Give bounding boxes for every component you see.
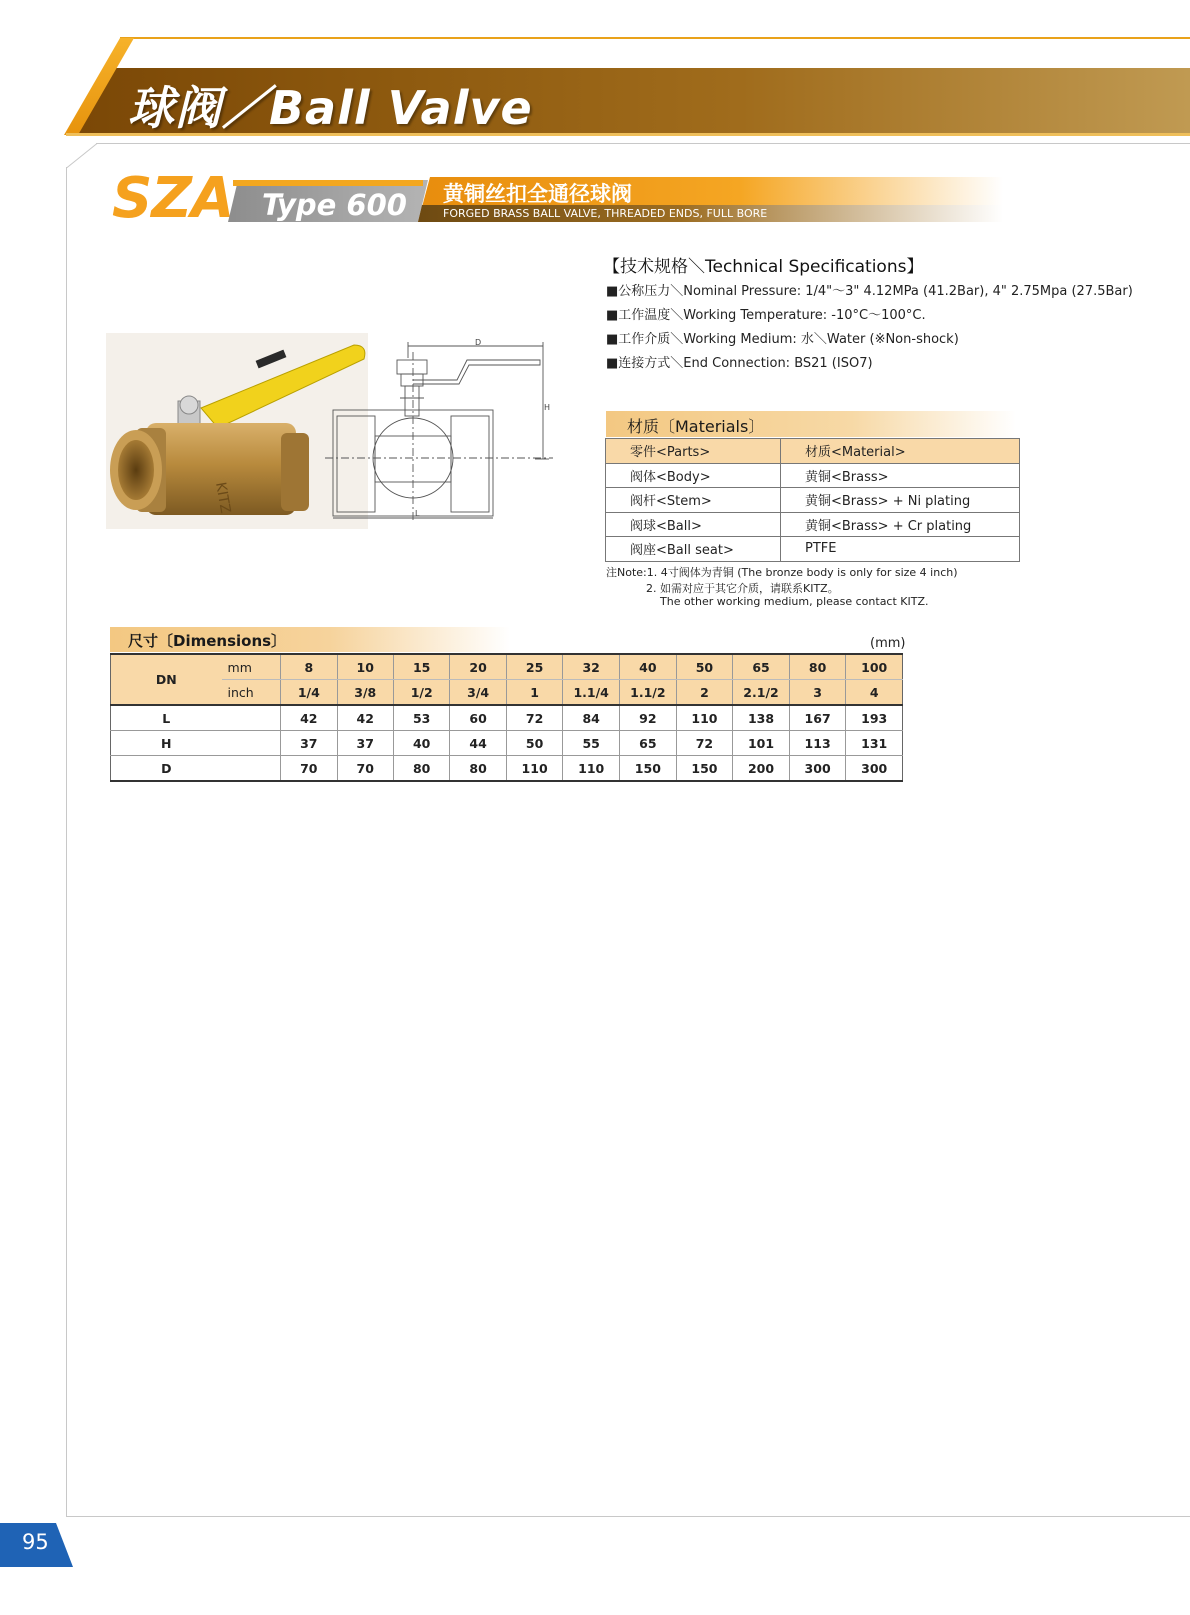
dim-cell: 3: [789, 680, 846, 706]
materials-row: [606, 512, 1020, 537]
type-stripe: [233, 180, 423, 186]
materials-note-3: The other working medium, please contact KITZ.: [660, 595, 929, 608]
dim-cell: 2.1/2: [733, 680, 790, 706]
dim-cell: 110: [506, 756, 563, 782]
spec-medium: ■工作介质＼Working Medium: 水＼Water (※Non-shock): [606, 332, 959, 347]
materials-header-parts: 零件<Parts>: [606, 439, 781, 464]
frame-bottom: [66, 1516, 1190, 1517]
drawing-label-h: H: [544, 403, 551, 412]
dim-cell: 50: [676, 654, 733, 680]
materials-material: 黄铜<Brass>: [781, 463, 1020, 488]
materials-note-1: 注Note:1. 4寸阀体为青铜 (The bronze body is only for size 4 inch): [606, 566, 958, 579]
dim-cell: 1.1/4: [563, 680, 620, 706]
dim-row-label: L: [111, 705, 222, 731]
dim-cell: 44: [450, 731, 506, 756]
dim-unit-empty: [222, 705, 281, 731]
dim-row-inch: [111, 680, 903, 706]
dim-cell: 100: [846, 654, 903, 680]
dim-cell: 10: [337, 654, 393, 680]
materials-material: PTFE: [781, 537, 1020, 562]
dim-cell: 72: [506, 705, 563, 731]
dim-cell: 70: [337, 756, 393, 782]
svg-text:KITZ: KITZ: [212, 480, 234, 515]
materials-material: 黄铜<Brass> + Ni plating: [781, 488, 1020, 513]
dim-cell: 193: [846, 705, 903, 731]
dim-row-d: [111, 756, 903, 782]
dim-cell: 53: [393, 705, 449, 731]
dim-cell: 1.1/2: [620, 680, 677, 706]
dim-cell: 1/2: [393, 680, 449, 706]
materials-table: [605, 438, 1020, 562]
drawing-label-d: D: [475, 338, 482, 347]
dim-cell: 200: [733, 756, 790, 782]
dim-cell: 80: [393, 756, 449, 782]
dim-cell: 84: [563, 705, 620, 731]
dim-cell: 3/4: [450, 680, 506, 706]
dim-row-mm: [111, 654, 903, 680]
dim-unit-empty: [222, 756, 281, 782]
product-name-cn: 黄铜丝扣全通径球阀: [443, 182, 632, 206]
model-code: SZA: [112, 166, 234, 231]
materials-material: 黄铜<Brass> + Cr plating: [781, 512, 1020, 537]
dim-cell: 138: [733, 705, 790, 731]
materials-part: 阀球<Ball>: [606, 512, 781, 537]
dim-cell: 300: [789, 756, 846, 782]
materials-part: 阀体<Body>: [606, 463, 781, 488]
dim-dn-label: DN: [111, 654, 222, 705]
dim-cell: 131: [846, 731, 903, 756]
materials-header-row: [606, 439, 1020, 464]
frame-left: [66, 167, 67, 1517]
spec-connection: ■连接方式＼End Connection: BS21 (ISO7): [606, 356, 873, 371]
dim-row-l: [111, 705, 903, 731]
dimensions-unit: (mm): [870, 636, 906, 651]
dim-cell: 37: [337, 731, 393, 756]
dim-cell: 20: [450, 654, 506, 680]
dim-row-label: H: [111, 731, 222, 756]
spec-temperature: ■工作温度＼Working Temperature: -10°C～100°C.: [606, 308, 926, 323]
dim-cell: 72: [676, 731, 733, 756]
dim-cell: 92: [620, 705, 677, 731]
dim-cell: 300: [846, 756, 903, 782]
dim-mm-label: mm: [222, 654, 281, 680]
dim-cell: 3/8: [337, 680, 393, 706]
technical-drawing: [325, 338, 555, 523]
product-name-en: FORGED BRASS BALL VALVE, THREADED ENDS, FULL BORE: [443, 207, 768, 220]
materials-header-material: 材质<Material>: [781, 439, 1020, 464]
dim-cell: 32: [563, 654, 620, 680]
dim-cell: 40: [393, 731, 449, 756]
dim-cell: 37: [281, 731, 337, 756]
dim-cell: 80: [450, 756, 506, 782]
dim-cell: 101: [733, 731, 790, 756]
dim-cell: 8: [281, 654, 337, 680]
dim-cell: 167: [789, 705, 846, 731]
materials-note-2: 2. 如需对应于其它介质，请联系KITZ。: [646, 582, 839, 595]
materials-row: [606, 537, 1020, 562]
materials-title: 材质〔Materials〕: [627, 417, 765, 436]
dim-unit-empty: [222, 731, 281, 756]
materials-part: 阀座<Ball seat>: [606, 537, 781, 562]
spec-heading: 【技术规格＼Technical Specifications】: [603, 257, 924, 277]
dim-cell: 70: [281, 756, 337, 782]
dim-cell: 15: [393, 654, 449, 680]
dimensions-title: 尺寸〔Dimensions〕: [128, 632, 287, 650]
dim-cell: 60: [450, 705, 506, 731]
dim-cell: 4: [846, 680, 903, 706]
dim-cell: 80: [789, 654, 846, 680]
dim-cell: 25: [506, 654, 563, 680]
dim-cell: 110: [563, 756, 620, 782]
dim-cell: 1/4: [281, 680, 337, 706]
dim-cell: 50: [506, 731, 563, 756]
materials-row: [606, 488, 1020, 513]
frame-corner: [66, 143, 98, 169]
dim-cell: 42: [337, 705, 393, 731]
drawing-label-l: L: [415, 509, 420, 518]
dim-cell: 65: [733, 654, 790, 680]
dim-cell: 2: [676, 680, 733, 706]
spec-pressure: ■公称压力＼Nominal Pressure: 1/4"～3" 4.12MPa (41.2Bar), 4" 2.75Mpa (27.5Bar): [606, 284, 1133, 299]
materials-row: [606, 463, 1020, 488]
page-title: 球阀／Ball Valve: [128, 81, 533, 135]
dim-cell: 150: [620, 756, 677, 782]
dim-cell: 55: [563, 731, 620, 756]
dim-cell: 40: [620, 654, 677, 680]
model-type: Type 600: [262, 188, 407, 222]
dim-cell: 65: [620, 731, 677, 756]
dim-cell: 110: [676, 705, 733, 731]
dim-row-label: D: [161, 760, 172, 776]
dim-cell: 150: [676, 756, 733, 782]
dim-cell: 42: [281, 705, 337, 731]
dim-inch-label: inch: [222, 680, 281, 706]
header-top-line: [120, 37, 1190, 39]
dim-cell: 113: [789, 731, 846, 756]
page-number: 95: [22, 1530, 49, 1554]
dim-cell: 1: [506, 680, 563, 706]
materials-part: 阀杆<Stem>: [606, 488, 781, 513]
dim-row-h: [111, 731, 903, 756]
frame-top: [96, 143, 1190, 144]
dimensions-table: [110, 653, 903, 782]
